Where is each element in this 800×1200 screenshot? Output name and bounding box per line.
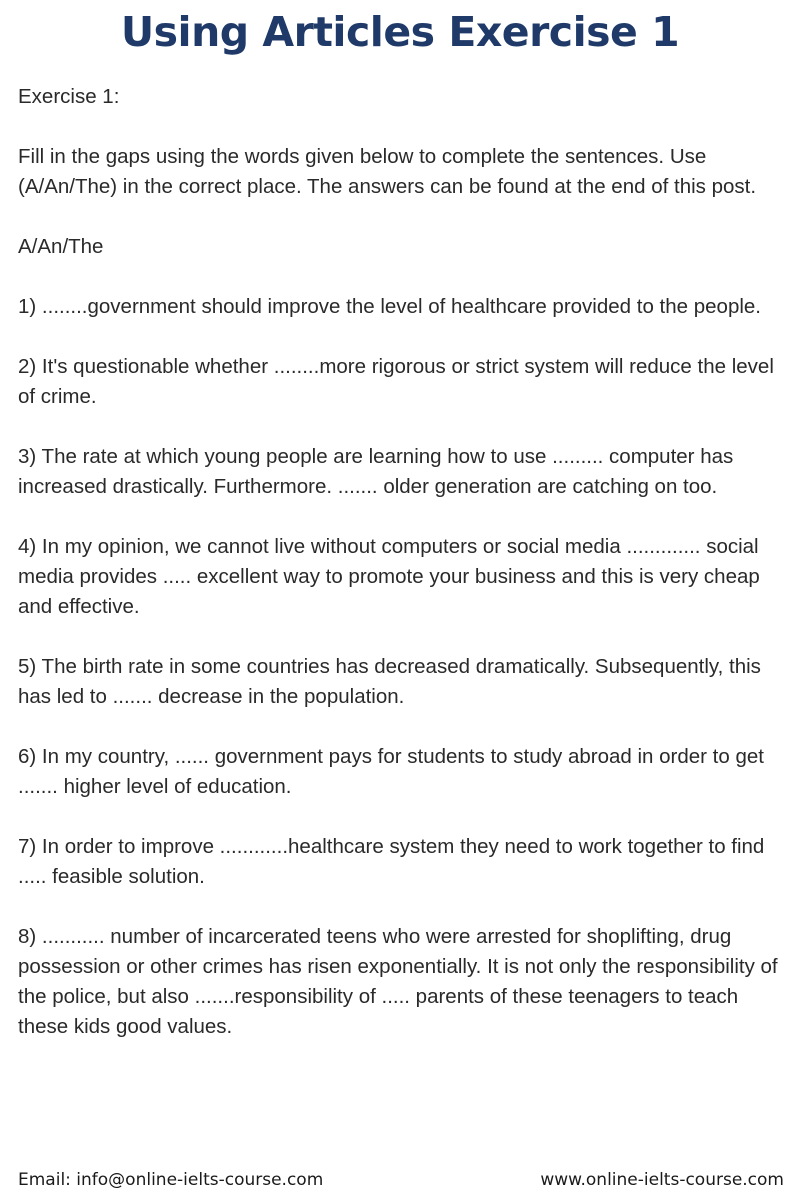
question-5: 5) The birth rate in some countries has decreased dramatically. Subsequently, this has led to ....... decrease in the population. (18, 655, 761, 708)
question-3: 3) The rate at which young people are learning how to use ......... computer has increased drastically. Furthermore. ....... older generation are catching on too. (18, 445, 734, 498)
page-title: Using Articles Exercise 1 (120, 8, 680, 56)
exercise-body (18, 82, 790, 1042)
footer-email: Email: info@online-ielts-course.com (18, 1170, 324, 1190)
word-bank: A/An/The (18, 235, 104, 258)
question-7: 7) In order to improve ............healthcare system they need to work together to find ..... feasible solution. (18, 835, 765, 888)
question-6: 6) In my country, ...... government pays for students to study abroad in order to get ....... higher level of education. (18, 745, 764, 798)
question-2: 2) It's questionable whether ........more rigorous or strict system will reduce the level of crime. (18, 355, 774, 408)
question-8: 8) ........... number of incarcerated teens who were arrested for shoplifting, drug possession or other crimes has risen exponentially. It is not only the responsibility of the police, but also .......responsibility of ..... parents of these teenagers to teach these kids good values. (18, 925, 778, 1038)
exercise-instructions: Fill in the gaps using the words given below to complete the sentences. Use (A/An/The) in the correct place. The answers can be found at the end of this post. (18, 145, 757, 198)
question-1: 1) ........government should improve the level of healthcare provided to the people. (18, 295, 761, 318)
question-4: 4) In my opinion, we cannot live without computers or social media ............. social media provides ..... excellent way to promote your business and this is very cheap and effective. (18, 535, 760, 618)
footer-website: www.online-ielts-course.com (540, 1170, 784, 1190)
exercise-label: Exercise 1: (18, 85, 120, 108)
